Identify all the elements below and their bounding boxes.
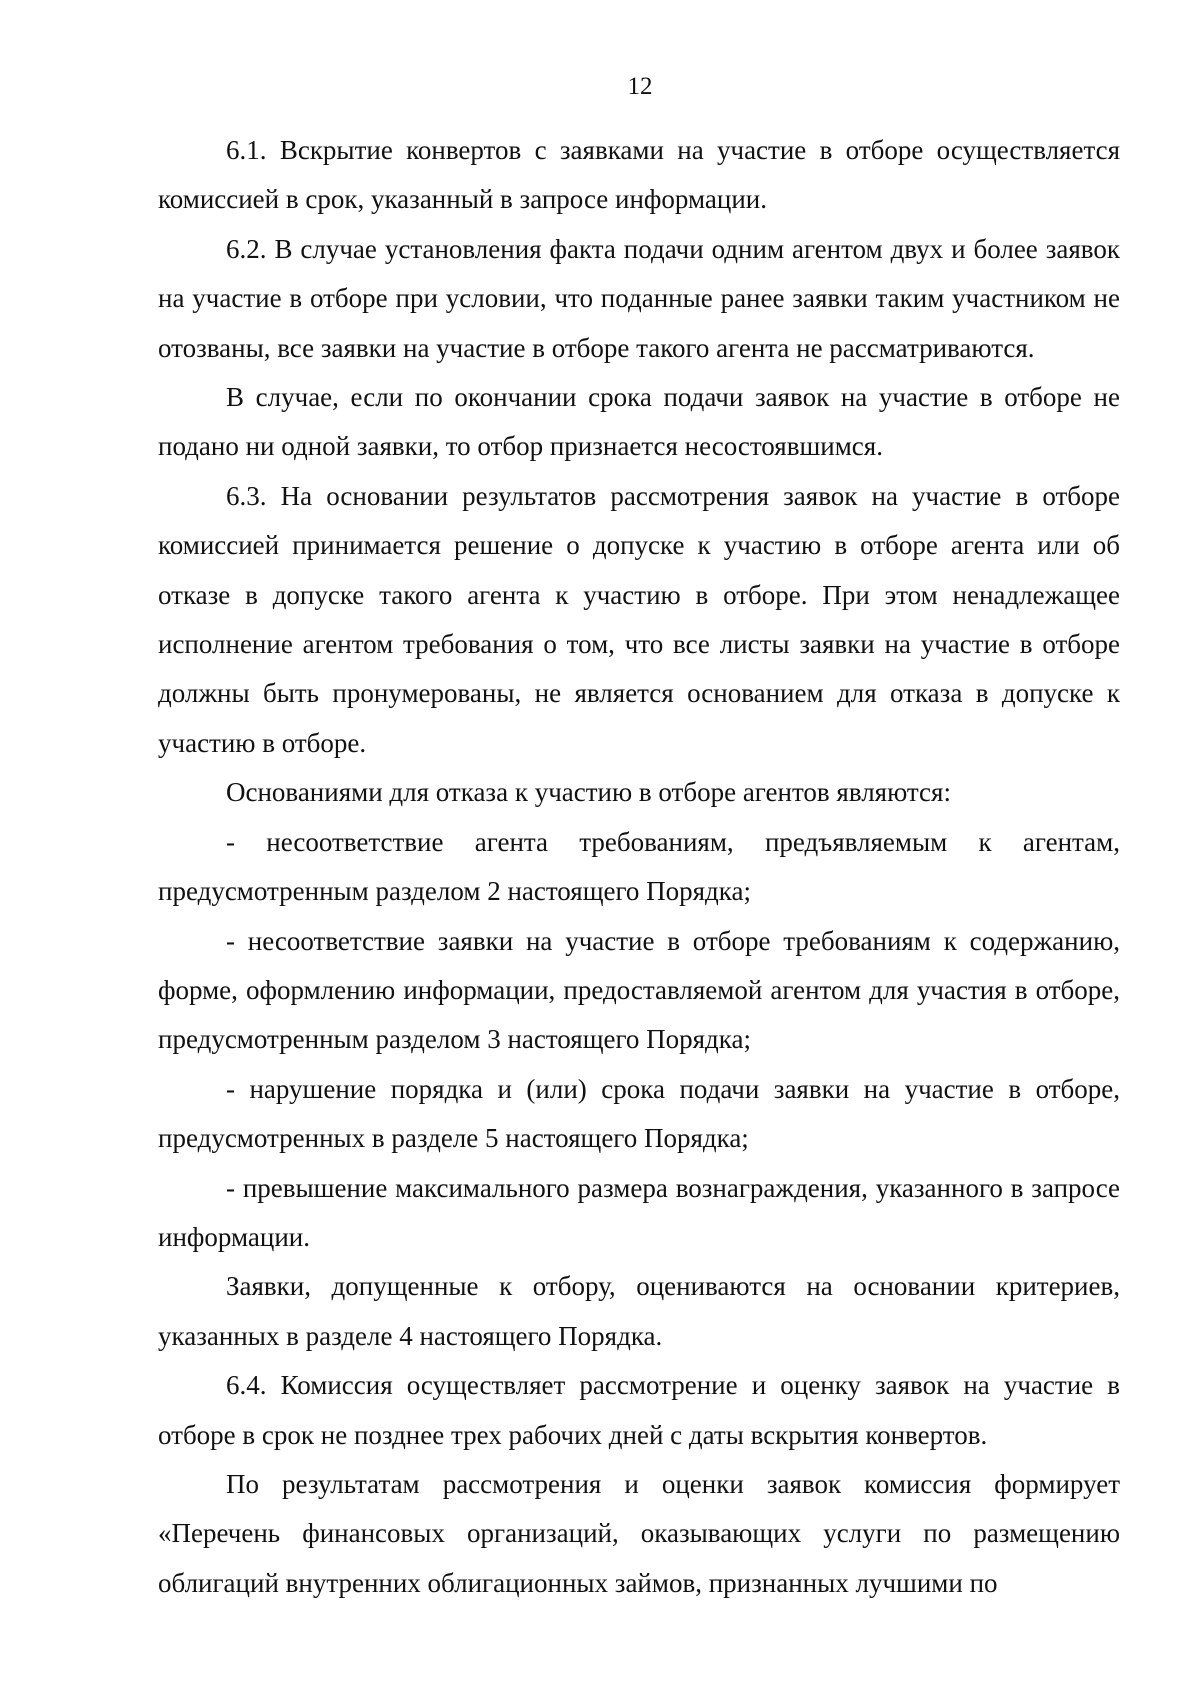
list-item-application-noncompliance: - несоответствие заявки на участие в отборе требованиям к содержанию, форме, оформлению информации, предоставляемой агентом для участия в отборе, предусмотренным разделом 3 настоящего Порядка; <box>158 925 1120 1055</box>
list-item-fee-excess: - превышение максимального размера вознаграждения, указанного в запросе информации. <box>158 1172 1120 1252</box>
paragraph-6-3: 6.3. На основании результатов рассмотрения заявок на участие в отборе комиссией принимается решение о допуске к участию в отборе агента или об отказе в допуске такого агента к участию в отборе. При этом ненадлежащее исполнение агентом требования о том, что все листы заявки на участие в отборе должны быть пронумерованы, не является основанием для отказа в допуске к участию в отборе. <box>158 480 1120 758</box>
list-item-procedure-violation: - нарушение порядка и (или) срока подачи заявки на участие в отборе, предусмотренных в разделе 5 настоящего Порядка; <box>158 1073 1120 1154</box>
paragraph-evaluation-criteria: Заявки, допущенные к отбору, оцениваются на основании критериев, указанных в разделе 4 настоящего Порядка. <box>158 1271 1120 1351</box>
document-body <box>158 126 1120 1608</box>
paragraph-no-applications: В случае, если по окончании срока подачи заявок на участие в отборе не подано ни одной заявки, то отбор признается несостоявшимся. <box>158 382 1120 462</box>
list-item-agent-noncompliance: - несоответствие агента требованиям, предъявляемым к агентам, предусмотренным разделом 2 настоящего Порядка; <box>158 826 1120 907</box>
paragraph-refusal-grounds-intro: Основаниями для отказа к участию в отборе агентов являются: <box>226 777 951 808</box>
paragraph-6-2: 6.2. В случае установления факта подачи одним агентом двух и более заявок на участие в отборе при условии, что поданные ранее заявки таким участником не отозваны, все заявки на участие в отборе такого агента не рассматриваются. <box>158 233 1120 363</box>
page-number: 12 <box>627 73 653 100</box>
paragraph-6-1: 6.1. Вскрытие конвертов с заявками на участие в отборе осуществляется комиссией в срок, указанный в запросе информации. <box>158 135 1120 215</box>
paragraph-6-4: 6.4. Комиссия осуществляет рассмотрение и оценку заявок на участие в отборе в срок не позднее трех рабочих дней с даты вскрытия конвертов. <box>158 1370 1120 1450</box>
paragraph-results-list: По результатам рассмотрения и оценки заявок комиссия формирует «Перечень финансовых организаций, оказывающих услуги по размещению облигаций внутренних облигационных займов, признанных лучшими по <box>158 1468 1120 1598</box>
